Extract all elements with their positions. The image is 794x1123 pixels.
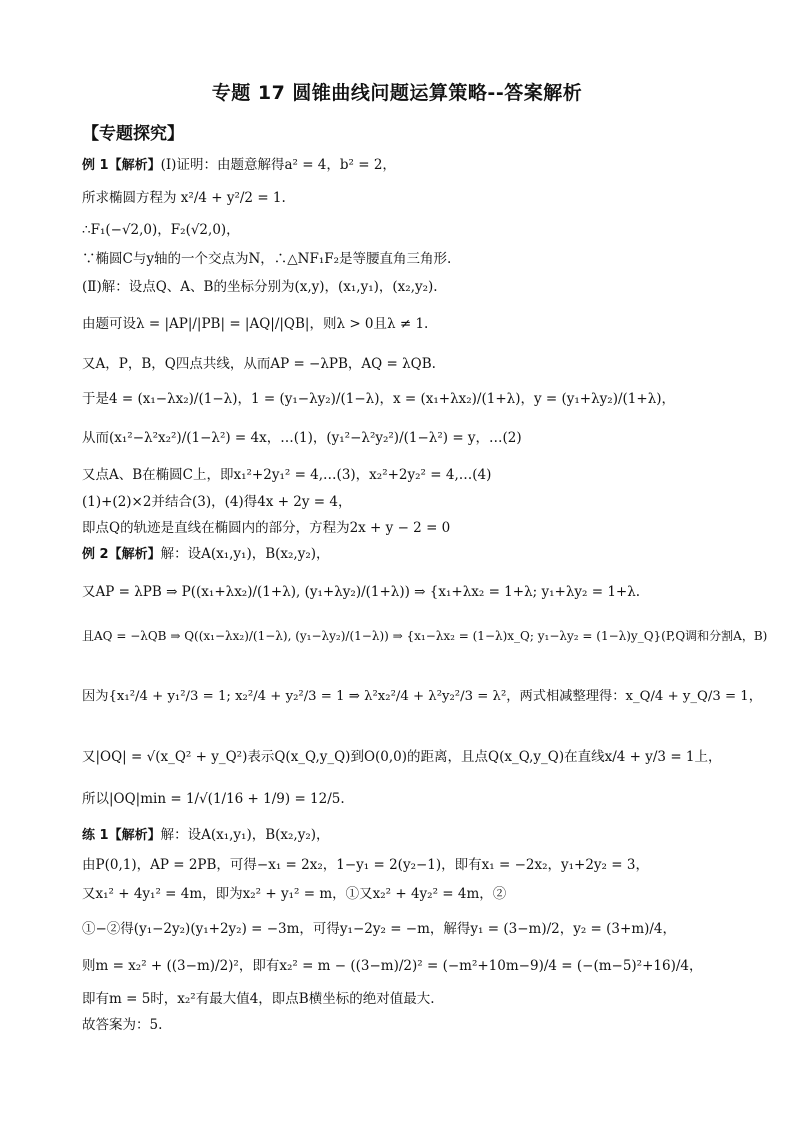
line-text: (Ⅱ)解：设点Q、A、B的坐标分别为(x,y)，(x₁,y₁)，(x₂,y₂). [82,279,438,295]
line-text: ①−②得(y₁−2y₂)(y₁+2y₂) = −3m，可得y₁−2y₂ = −m，解得y₁ = (3−m)/2，y₂ = (3+m)/4， [82,921,677,937]
text-line [82,749,722,766]
text-line [82,629,767,644]
text-line [82,991,435,1008]
line-text: ∴F₁(−√2,0)，F₂(√2,0)， [82,222,240,238]
text-line [82,1017,162,1034]
text-line [82,391,675,408]
line-text: 又x₁² + 4y₁² = 4m，即为x₂² + y₁² = m，①又x₂² + 4y₂² = 4m，② [82,886,507,902]
line-text: 解：设A(x₁,y₁)，B(x₂,y₂)， [160,827,330,843]
text-line [82,546,330,563]
line-text: (Ⅰ)证明：由题意解得a² = 4，b² = 2， [160,157,396,173]
example-label: 例 1【解析】 [82,158,161,173]
text-line [82,886,506,903]
page-title: 专题 17 圆锥曲线问题运算策略--答案解析 [211,82,583,104]
line-text: 由题可设λ = |AP|/|PB| = |AQ|/|QB|，则λ > 0且λ ≠ 1. [82,316,429,332]
text-line [82,222,240,239]
line-text: 又|OQ| = √(x_Q² + y_Q²)表示Q(x_Q,y_Q)到O(0,0)的距离，且点Q(x_Q,y_Q)在直线x/4 + y/3 = 1上， [82,749,722,765]
text-line [82,157,396,174]
line-text: 又AP = λPB ⇒ P((x₁+λx₂)/(1+λ), (y₁+λy₂)/(1+λ)) ⇒ {x₁+λx₂ = 1+λ; y₁+λy₂ = 1+λ. [82,584,641,600]
line-text: ∵椭圆C与y轴的一个交点为N，∴△NF₁F₂是等腰直角三角形. [82,251,452,267]
text-line [82,279,438,296]
text-line [82,467,491,484]
example-label: 例 2【解析】 [82,547,161,562]
section-heading: 【专题探究】 [82,124,184,144]
line-text: 即点Q的轨迹是直线在椭圆内的部分，方程为2x + y − 2 = 0 [82,520,451,536]
text-line [82,430,522,447]
line-text: 所求椭圆方程为 x²/4 + y²/2 = 1. [82,190,286,206]
text-line [82,316,428,333]
text-line [82,584,640,601]
line-text: 即有m = 5时，x₂²有最大值4，即点B横坐标的绝对值最大. [82,991,435,1007]
line-text: 又A，P，B，Q四点共线，从而AP = −λPB，AQ = λQB. [82,356,436,372]
text-line [82,827,330,844]
text-line [82,958,703,975]
text-line [82,494,352,511]
line-text: 所以|OQ|min = 1/√(1/16 + 1/9) = 12/5. [82,791,345,807]
text-line [82,520,450,537]
line-text: 且AQ = −λQB ⇒ Q((x₁−λx₂)/(1−λ), (y₁−λy₂)/(1−λ)) ⇒ {x₁−λx₂ = (1−λ)x_Q; y₁−λy₂ = (1−λ)y_Q}(P,Q调和分割A，B) [82,629,768,643]
line-text: 解：设A(x₁,y₁)，B(x₂,y₂)， [160,546,330,562]
example-label: 练 1【解析】 [82,828,161,843]
line-text: 故答案为：5. [82,1017,163,1033]
line-text: 于是4 = (x₁−λx₂)/(1−λ)，1 = (y₁−λy₂)/(1−λ)，x = (x₁+λx₂)/(1+λ)，y = (y₁+λy₂)/(1+λ)， [82,391,676,407]
line-text: 由P(0,1)，AP = 2PB，可得−x₁ = 2x₂，1−y₁ = 2(y₂−1)，即有x₁ = −2x₂，y₁+2y₂ = 3， [82,857,649,873]
line-text: 从而(x₁²−λ²x₂²)/(1−λ²) = 4x，…(1)，(y₁²−λ²y₂²)/(1−λ²) = y，…(2) [82,430,522,446]
text-line [82,857,649,874]
text-line [82,791,345,808]
text-line [82,251,451,268]
text-line [82,356,436,373]
line-text: (1)+(2)×2并结合(3)，(4)得4x + 2y = 4， [82,494,352,510]
line-text: 因为{x₁²/4 + y₁²/3 = 1; x₂²/4 + y₂²/3 = 1 ⇒ λ²x₂²/4 + λ²y₂²/3 = λ²，两式相减整理得：x_Q/4 + y_Q/3 = 1， [82,689,762,704]
text-line [82,190,286,207]
line-text: 又点A、B在椭圆C上，即x₁²+2y₁² = 4,…(3)，x₂²+2y₂² = 4,…(4) [82,467,492,483]
text-line [82,921,676,938]
text-line [82,689,762,705]
line-text: 则m = x₂² + ((3−m)/2)²，即有x₂² = m − ((3−m)/2)² = (−m²+10m−9)/4 = (−(m−5)²+16)/4， [82,958,703,974]
